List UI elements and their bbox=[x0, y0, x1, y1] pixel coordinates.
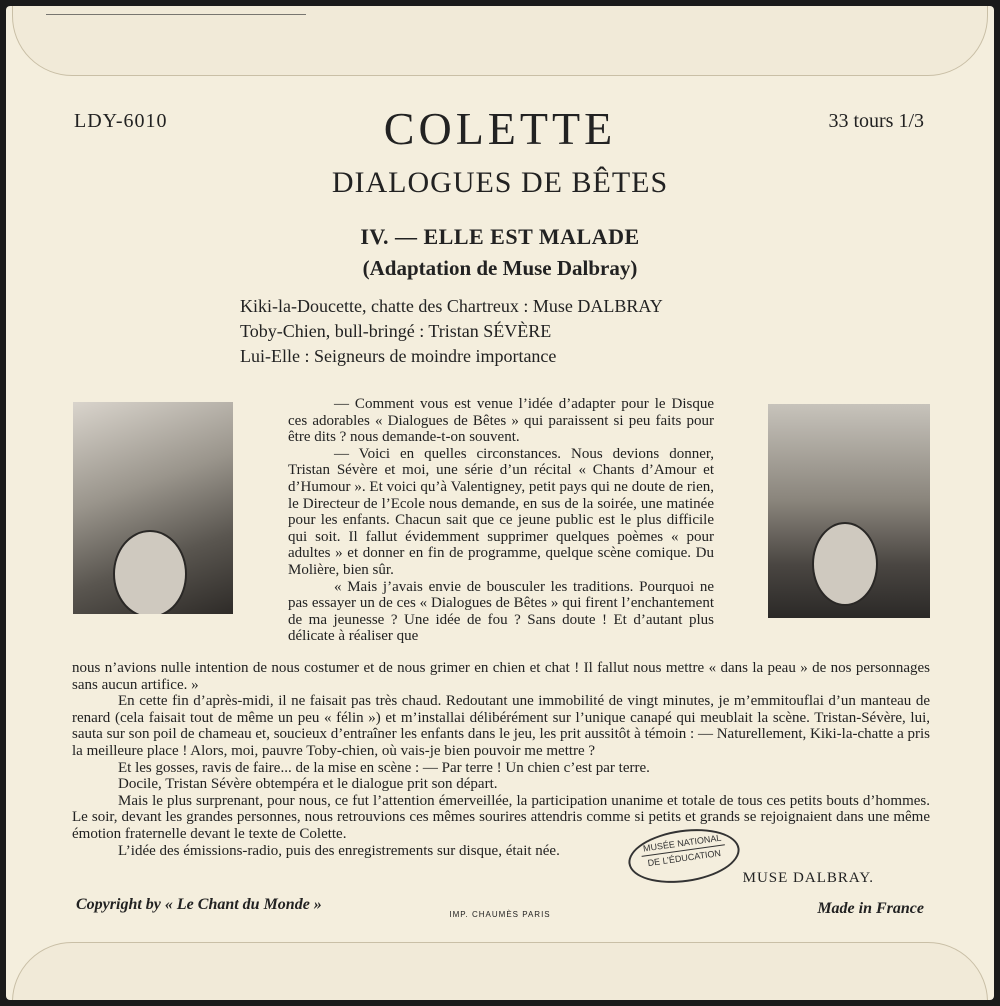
album-title: DIALOGUES DE BÊTES bbox=[331, 166, 669, 199]
author-name: COLETTE bbox=[383, 103, 617, 154]
bottom-flap bbox=[12, 942, 988, 1000]
stamp-line: MUSÉE NATIONAL bbox=[642, 832, 722, 854]
record-sleeve-back bbox=[6, 6, 994, 1000]
cast-line: Kiki-la-Doucette, chatte des Chartreux : Muse DALBRAY bbox=[240, 296, 663, 316]
cat-photo bbox=[73, 402, 233, 614]
made-in-label: Made in France bbox=[817, 900, 924, 917]
stamp-line: DE L’ÉDUCATION bbox=[647, 847, 722, 869]
dog-photo bbox=[768, 404, 930, 618]
paragraph: — Voici en quelles circonstances. Nous devions donner, Tristan Sévère et moi, une série d’un récital « Chants d’Amour et d’Humour ». Et voici qu’à Valentigney, petit pays qui ne doute de rien, le Directeur de l’Ecole nous demande, en sus de la soirée, une matinée pour les enfants. Chacun sait que ce jeune public est le plus difficile qui soit. Il fallut évidemment supprimer quelques poèmes « pour adultes » et donner en fin de programme, quelque scène comique. Du Molière, bien sûr. bbox=[288, 445, 714, 578]
catalog-number: LDY-6010 bbox=[74, 110, 168, 132]
man-portrait bbox=[812, 522, 878, 606]
cast-line: Lui-Elle : Seigneurs de moindre importance bbox=[240, 346, 557, 366]
record-speed: 33 tours 1/3 bbox=[828, 110, 924, 132]
cast-list bbox=[240, 294, 663, 369]
handwritten-scribble bbox=[46, 14, 306, 25]
paragraph: — Comment vous est venue l’idée d’adapter pour le Disque ces adorables « Dialogues de Bêtes » qui paraissent si peu faits pour être dits ? nous demande-t-on souvent. bbox=[288, 396, 714, 446]
paragraph: L’idée des émissions-radio, puis des enregistrements sur disque, était née. bbox=[118, 842, 560, 859]
paragraph: Docile, Tristan Sévère obtempéra et le dialogue prit son départ. bbox=[118, 776, 498, 793]
paragraph: Mais le plus surprenant, pour nous, ce fut l’attention émerveillée, la participation unanime et totale de tous ces petits bouts d’hommes. Le soir, devant les grandes personnes, nous retrouvions ces mêmes sourires attendris comme si petits et grands se rejoignaient dans une même émotion fraternelle devant le texte de Colette. bbox=[72, 792, 930, 842]
signature: MUSE DALBRAY. bbox=[742, 870, 874, 886]
copyright-notice: Copyright by « Le Chant du Monde » bbox=[76, 896, 322, 913]
cast-line: Toby-Chien, bull-bringé : Tristan SÉVÈRE bbox=[240, 321, 552, 341]
paragraph: Et les gosses, ravis de faire... de la mise en scène : — Par terre ! Un chien c’est par terre. bbox=[118, 759, 650, 776]
paragraph: En cette fin d’après-midi, il ne faisait pas très chaud. Redoutant une immobilité de vingt minutes, je m’emmitouflai d’un manteau de renard (cela faisait tout de même un peu « félin ») et m’installai délibérément sur l’unique canapé qui meublait la scène. Tristan-Sévère, lui, sauta sur son poil de chameau et, soucieux d’entraîner les enfants dans le jeu, les prit aussitôt à témoin : — Naturellement, Kiki-la-chatte a pris la meilleure place ! Alors, moi, pauvre Toby-chien, où vais-je bien pouvoir me mettre ? bbox=[72, 693, 930, 759]
adaptation-credit: (Adaptation de Muse Dalbray) bbox=[362, 256, 638, 280]
woman-portrait bbox=[113, 530, 187, 614]
full-width-text bbox=[72, 660, 930, 859]
paragraph: « Mais j’avais envie de bousculer les traditions. Pourquoi ne pas essayer un de ces « Dialogues de Bêtes » qui firent l’enchantement de ma jeunesse ? Une idée de fou ? Sans doute ! Et d’autant plus délicate à réaliser que bbox=[288, 578, 714, 645]
episode-title: IV. — ELLE EST MALADE bbox=[360, 224, 640, 249]
paragraph: nous n’avions nulle intention de nous costumer et de nous grimer en chien et chat ! Il fallut nous mettre « dans la peau » de nos personnages sans aucun artifice. » bbox=[72, 660, 930, 693]
column-text bbox=[288, 396, 714, 645]
printer-credit: IMP. CHAUMÈS PARIS bbox=[449, 910, 551, 919]
